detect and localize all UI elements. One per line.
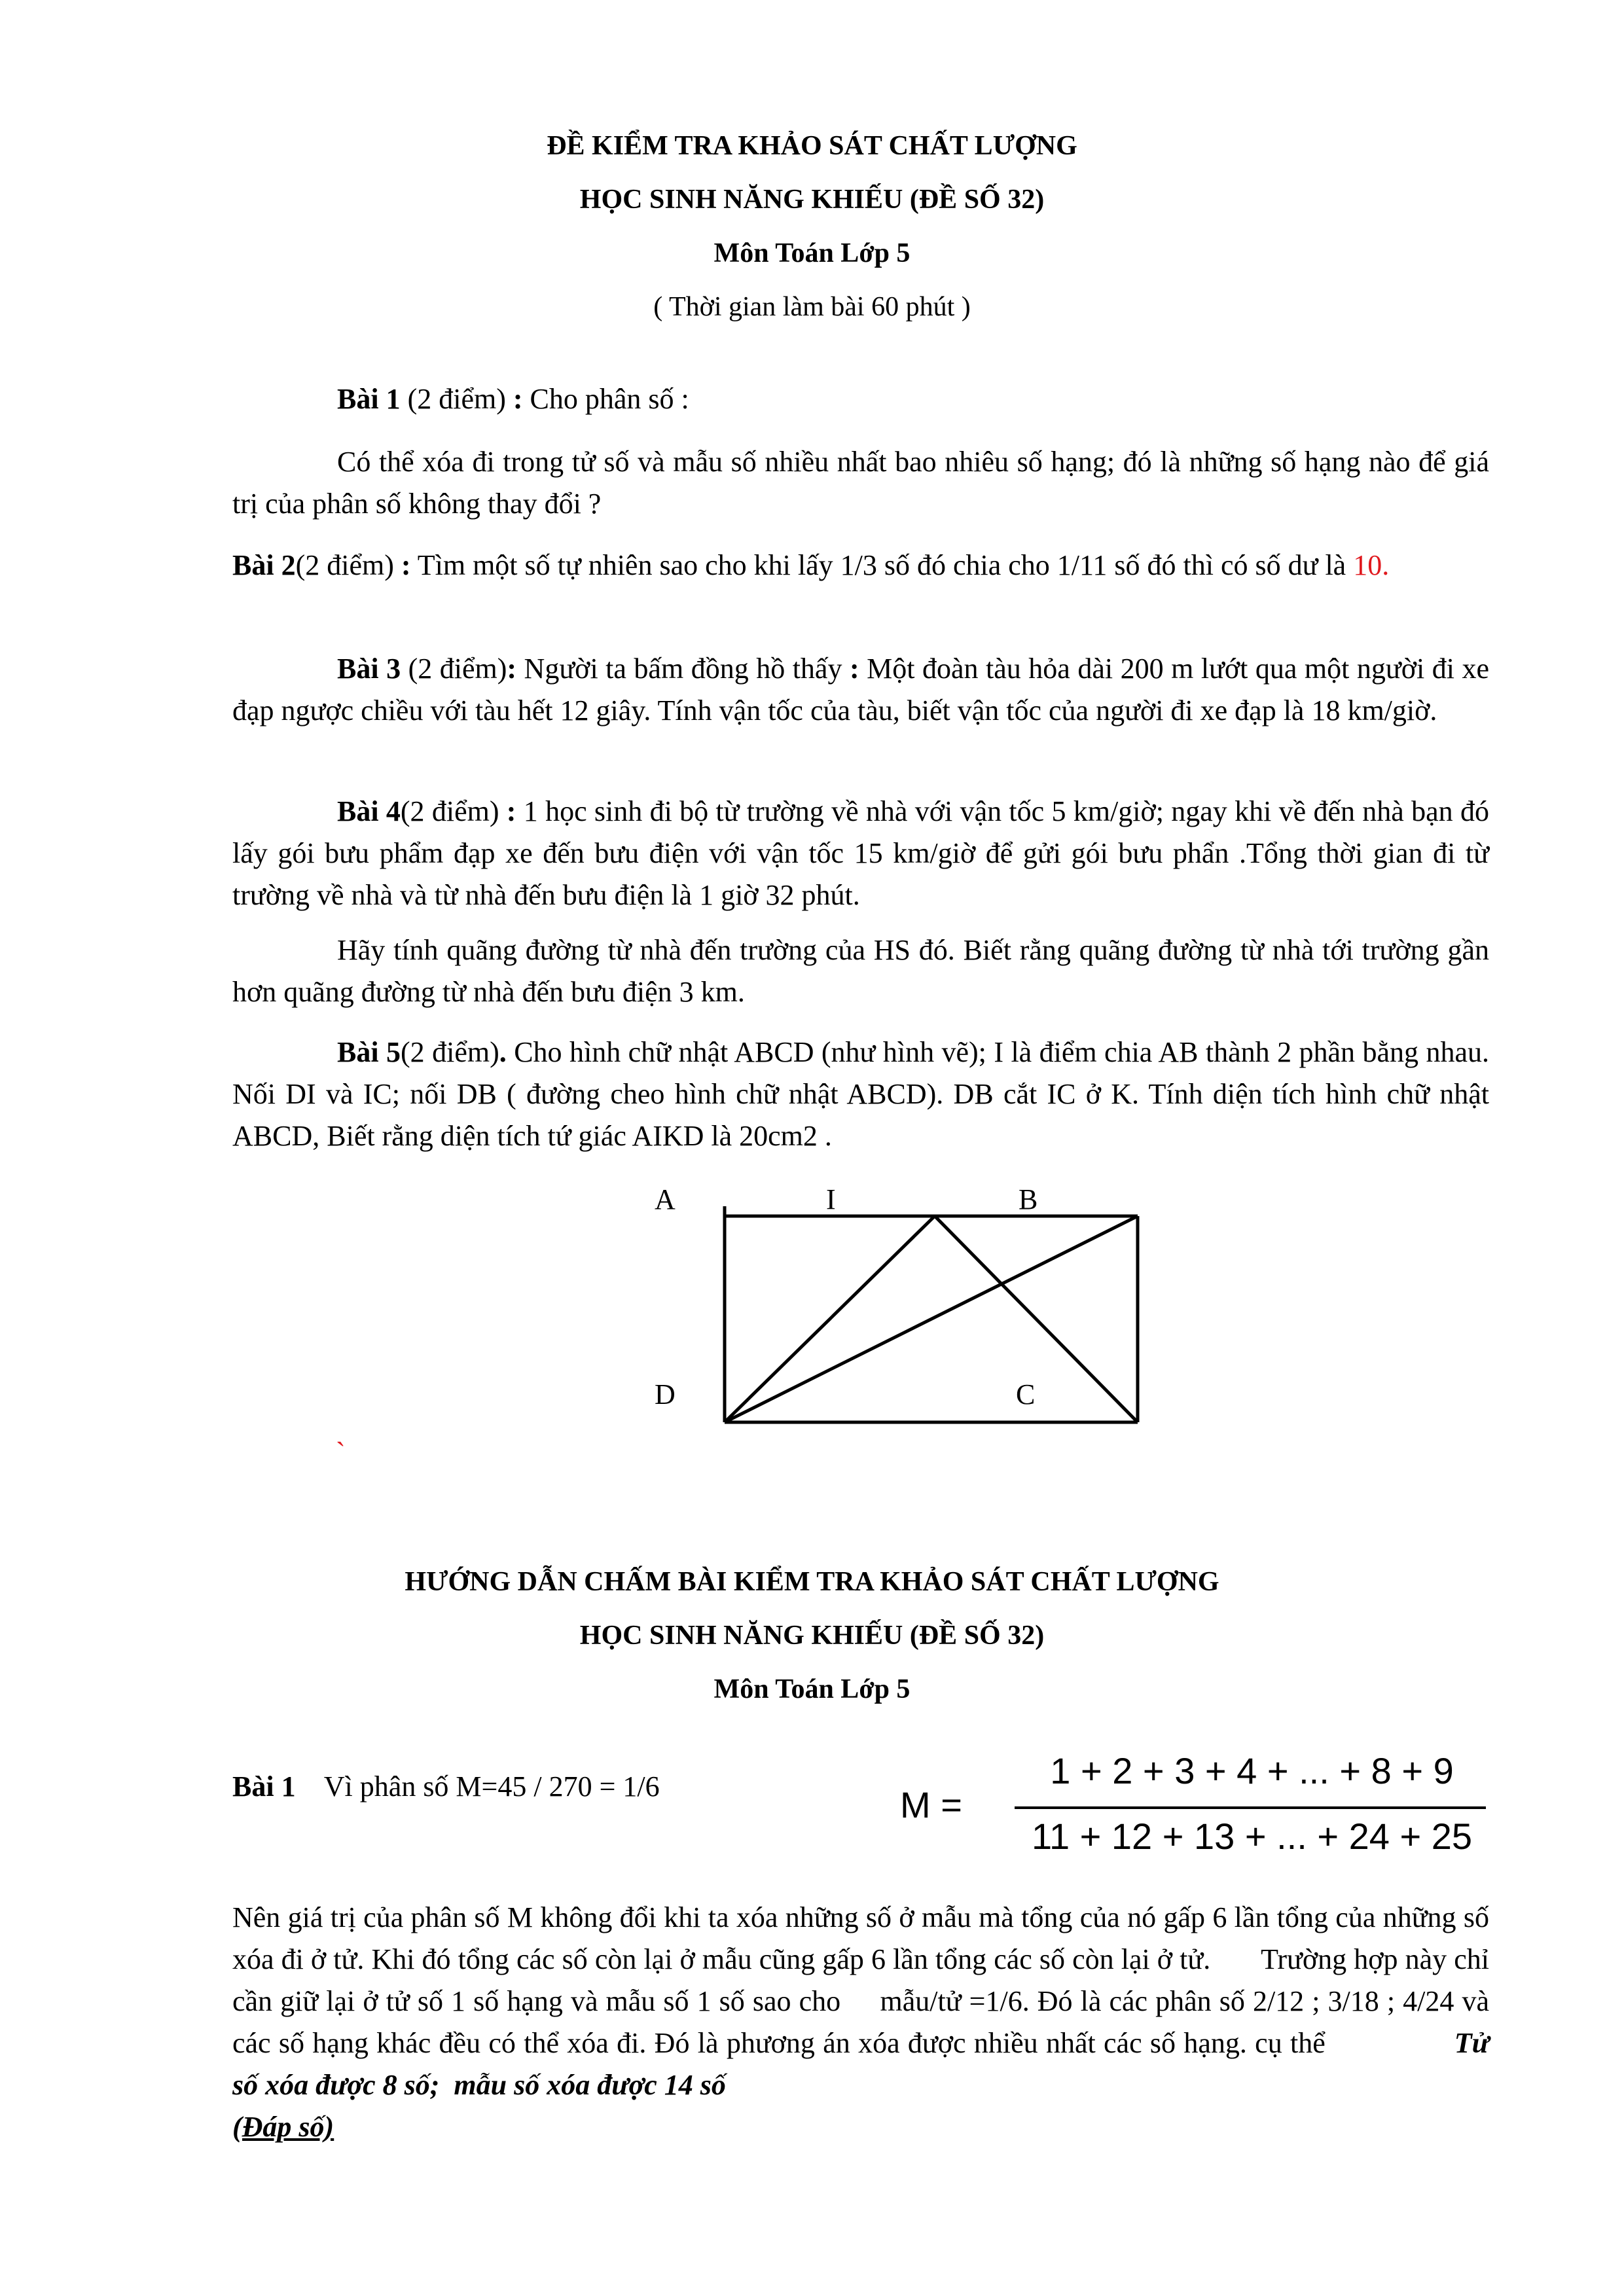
stray-mark: ` (336, 1437, 346, 1469)
problem-4-points: (2 điểm) (400, 795, 507, 827)
problem-1-body: Có thể xóa đi trong tử số và mẫu số nhiều nhất bao nhiêu số hạng; đó là những số hạng nào để giá trị của phân số không thay đổi ? (232, 446, 1489, 520)
label-i: I (826, 1183, 836, 1215)
label-b: B (1019, 1183, 1038, 1215)
answer-1-result: Tử số xóa được 8 số; mẫu số xóa được 14 số (232, 2027, 1496, 2101)
answer-final-label: (Đáp số) (232, 2111, 334, 2143)
answer-1-body (232, 1897, 1496, 2106)
formula-denominator: 11 + 12 + 13 + ... + 24 + 25 (1031, 1816, 1473, 1857)
answer-1-intro (232, 1766, 887, 1808)
fraction-formula (900, 1744, 1489, 1875)
exam-title: ĐỀ KIỂM TRA KHẢO SÁT CHẤT LƯỢNG (547, 131, 1077, 161)
problem-4-label: Bài 4 (337, 795, 401, 827)
answer-subject: Môn Toán Lớp 5 (713, 1674, 911, 1704)
problem-5-text: Cho hình chữ nhật ABCD (như hình vẽ); I là điểm chia AB thành 2 phần bằng nhau. Nối DI và IC; nối DB ( đường cheo hình chữ nhật ABCD). DB cắt IC ở K. Tính diện tích hình chữ nhật ABCD, Biết rằng diện tích tứ giác AIKD là 20cm2 . (232, 1036, 1489, 1152)
problem-3-text-a: Người ta bấm đồng hồ thấy (516, 653, 850, 685)
formula-numerator: 1 + 2 + 3 + 4 + ... + 8 + 9 (1050, 1750, 1454, 1791)
diagonal-db (725, 1216, 1138, 1422)
answer-1-label: Bài 1 (232, 1770, 296, 1803)
exam-subtitle: HỌC SINH NĂNG KHIẾU (ĐỀ SỐ 32) (579, 185, 1045, 215)
problem-1-label: Bài 1 (337, 383, 401, 415)
answer-subtitle: HỌC SINH NĂNG KHIẾU (ĐỀ SỐ 32) (579, 1621, 1045, 1651)
problem-2-points: (2 điểm) (295, 549, 401, 581)
label-a: A (655, 1183, 676, 1215)
problem-3-colon: : (507, 653, 517, 685)
exam-time: ( Thời gian làm bài 60 phút ) (653, 292, 971, 322)
problem-5-points: (2 điểm) (401, 1036, 499, 1068)
problem-3-label: Bài 3 (337, 653, 401, 685)
segment-di (725, 1216, 935, 1422)
problem-2-red-value: 10. (1353, 549, 1390, 581)
label-c: C (1016, 1378, 1036, 1410)
fraction-bar (1015, 1806, 1486, 1809)
exam-subject: Môn Toán Lớp 5 (713, 238, 911, 268)
segment-ic (935, 1216, 1138, 1422)
problem-3-text-b: Một đoàn tàu hỏa dài 200 m lướt qua một người đi xe đạp ngược chiều với tàu hết 12 giây. Tính vận tốc của tàu, biết vận tốc của người đi xe đạp là 18 km/giờ. (232, 653, 1489, 726)
formula-m: M = (900, 1784, 962, 1825)
problem-4-colon: : (506, 795, 516, 827)
problem-1-colon: : (513, 383, 523, 415)
problem-3-colon-2: : (849, 653, 859, 685)
problem-3-points: (2 điểm) (401, 653, 507, 685)
problem-2-label: Bài 2 (232, 549, 296, 581)
answer-final (232, 2106, 1489, 2148)
problem-2-text: Tìm một số tự nhiên sao cho khi lấy 1/3 số đó chia cho 1/11 số đó thì có số dư là (410, 549, 1354, 581)
problem-5-dot: . (499, 1036, 507, 1068)
answer-1-line: Vì phân số M=45 / 270 = 1/6 (295, 1770, 660, 1803)
problem-1-points: (2 điểm) (400, 383, 513, 415)
label-d: D (655, 1378, 676, 1410)
problem-2-colon: : (401, 549, 411, 581)
problem-4-question: Hãy tính quãng đường từ nhà đến trường của HS đó. Biết rằng quãng đường từ nhà tới trường gần hơn quãng đường từ nhà đến bưu điện 3 km. (232, 934, 1489, 1008)
problem-4-text: 1 học sinh đi bộ từ trường về nhà với vận tốc 5 km/giờ; ngay khi về đến nhà bạn đó lấy gói bưu phẩm đạp xe đến bưu điện với vận tốc 15 km/giờ để gửi gói bưu phẩn .Tổng thời gian đi từ trường về nhà và từ nhà đến bưu điện là 1 giờ 32 phút. (232, 795, 1489, 911)
problem-1-text: Cho phân số : (522, 383, 689, 415)
answer-title: HƯỚNG DẪN CHẤM BÀI KIỂM TRA KHẢO SÁT CHẤT LƯỢNG (405, 1567, 1219, 1597)
answer-1-text: Nên giá trị của phân số M không đổi khi ta xóa những số ở mẫu mà tổng của nó gấp 6 lần tổng của những số xóa đi ở tử. Khi đó tổng các số còn lại ở mẫu cũng gấp 6 lần tổng các số còn lại ở tử. Trường hợp này chỉ cần giữ lại ở tử số 1 số hạng và mẫu số 1 số sao cho mẫu/tử =1/6. Đó là các phân số 2/12 ; 3/18 ; 4/24 và các số hạng khác đều có thể xóa đi. Đó là phương án xóa được nhiều nhất các số hạng. cụ thể (232, 1901, 1496, 2059)
problem-5-label: Bài 5 (337, 1036, 401, 1068)
